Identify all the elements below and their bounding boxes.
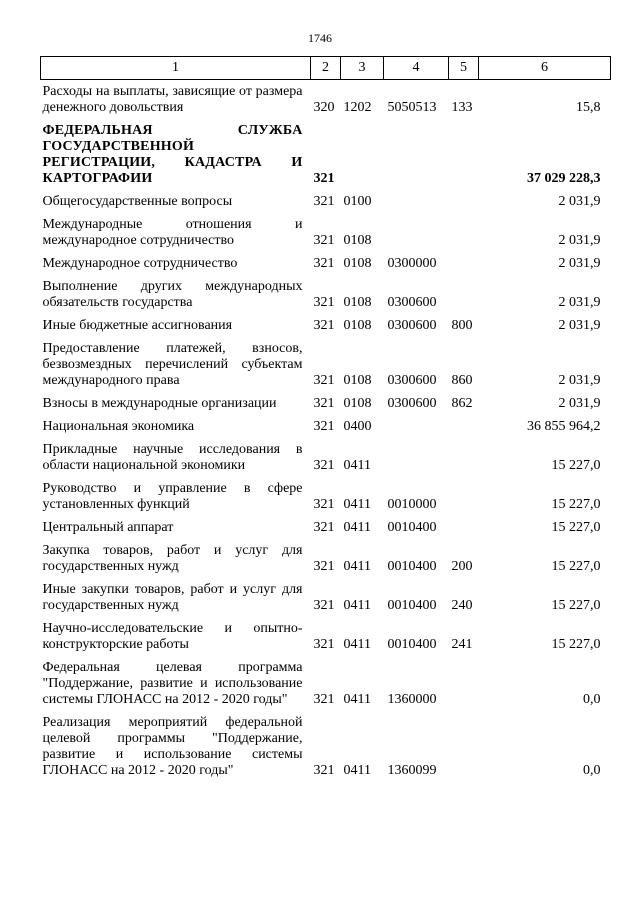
expense-type-cell: 240: [451, 598, 473, 613]
row-name-cell: Реализация мероприятий федеральной целевой программы "Поддержание, развитие и использование системы ГЛОНАСС на 2012 - 2020 годы": [42, 715, 303, 778]
amount-cell: 0,0: [583, 692, 601, 707]
section-code-cell: 0100: [343, 194, 372, 209]
table-row: [41, 272, 611, 311]
section-code-cell: 0411: [343, 520, 371, 535]
row-name-cell: Научно-исследовательские и опытно-конструкторские работы: [42, 621, 303, 652]
target-item-cell: 0010400: [387, 598, 437, 613]
section-code-cell: 0411: [343, 692, 371, 707]
table-row: [41, 80, 611, 117]
ministry-code-cell: 321: [313, 559, 335, 574]
section-code-cell: 0411: [343, 637, 371, 652]
target-item-cell: 0010400: [387, 559, 437, 574]
amount-cell: 15,8: [576, 100, 601, 115]
target-item-cell: [384, 187, 449, 210]
table-row: [41, 513, 611, 536]
target-item-cell: 0300600: [387, 318, 437, 333]
amount-cell: 0,0: [583, 763, 601, 778]
expense-type-cell: 860: [451, 373, 473, 388]
column-header-2: 2: [311, 57, 341, 80]
row-name-cell: Международное сотрудничество: [42, 256, 238, 271]
section-code-cell: 0108: [343, 256, 372, 271]
target-item-cell: 0300600: [387, 396, 437, 411]
expense-type-cell: 241: [451, 637, 473, 652]
table-row: [41, 389, 611, 412]
table-row: [41, 210, 611, 249]
page-number: 1746: [308, 31, 332, 45]
table-row: [41, 575, 611, 614]
table-row: [41, 435, 611, 474]
target-item-cell: 5050513: [387, 100, 437, 115]
row-name-cell: Национальная экономика: [42, 419, 195, 434]
ministry-code-cell: 321: [313, 520, 335, 535]
amount-cell: 15 227,0: [551, 598, 601, 613]
ministry-code-cell: 321: [313, 396, 335, 411]
target-item-cell: 0010400: [387, 520, 437, 535]
ministry-code-cell: 321: [313, 295, 335, 310]
expense-type-cell: [449, 210, 479, 249]
row-name-cell: ФЕДЕРАЛЬНАЯ СЛУЖБА ГОСУДАРСТВЕННОЙ РЕГИСТРАЦИИ, КАДАСТРА И КАРТОГРАФИИ: [42, 123, 303, 186]
table-row: [41, 249, 611, 272]
table-row: [41, 474, 611, 513]
expense-type-cell: [449, 272, 479, 311]
amount-cell: 15 227,0: [551, 497, 601, 512]
amount-cell: 15 227,0: [551, 559, 601, 574]
amount-cell: 2 031,9: [558, 318, 601, 333]
section-code-cell: 0411: [343, 458, 371, 473]
row-name-cell: Центральный аппарат: [42, 520, 174, 535]
table-row: [41, 653, 611, 708]
table-row: [41, 311, 611, 334]
expense-type-cell: 133: [451, 100, 473, 115]
section-code-cell: 0411: [343, 598, 371, 613]
section-code-cell: 0108: [343, 396, 372, 411]
target-item-cell: 1360099: [387, 763, 437, 778]
target-item-cell: 0010400: [387, 637, 437, 652]
expense-type-cell: 200: [451, 559, 473, 574]
section-code-cell: 1202: [343, 100, 372, 115]
row-name-cell: Закупка товаров, работ и услуг для государственных нужд: [42, 543, 303, 574]
table-row: [41, 708, 611, 779]
table-row: [41, 614, 611, 653]
section-code-cell: 0411: [343, 497, 371, 512]
target-item-cell: [384, 435, 449, 474]
target-item-cell: 1360000: [387, 692, 437, 707]
row-name-cell: Предоставление платежей, взносов, безвозмездных перечислений субъектам международного права: [42, 341, 303, 388]
table-row: [41, 536, 611, 575]
row-name-cell: Общегосударственные вопросы: [42, 194, 233, 209]
expense-type-cell: [449, 653, 479, 708]
ministry-code-cell: 321: [313, 419, 335, 434]
ministry-code-cell: 321: [313, 763, 335, 778]
table-row: [41, 334, 611, 389]
section-code-cell: 0411: [343, 763, 371, 778]
ministry-code-cell: 321: [313, 692, 335, 707]
amount-cell: 15 227,0: [551, 520, 601, 535]
target-item-cell: [384, 116, 449, 187]
column-number-header: [41, 57, 611, 80]
target-item-cell: 0010000: [387, 497, 437, 512]
row-name-cell: Иные бюджетные ассигнования: [42, 318, 233, 333]
target-item-cell: 0300000: [387, 256, 437, 271]
row-name-cell: Международные отношения и международное сотрудничество: [42, 217, 303, 248]
ministry-code-cell: 321: [313, 458, 335, 473]
section-code-cell: 0108: [343, 233, 372, 248]
column-header-4: 4: [384, 57, 449, 80]
section-code-cell: [341, 116, 384, 187]
expense-type-cell: [449, 249, 479, 272]
expense-type-cell: 800: [451, 318, 473, 333]
amount-cell: 2 031,9: [558, 396, 601, 411]
row-name-cell: Взносы в международные организации: [42, 396, 277, 411]
expense-type-cell: [449, 474, 479, 513]
budget-table: [40, 56, 611, 779]
column-header-5: 5: [449, 57, 479, 80]
amount-cell: 2 031,9: [558, 233, 601, 248]
ministry-code-cell: 321: [313, 637, 335, 652]
amount-cell: 37 029 228,3: [527, 171, 601, 186]
target-item-cell: [384, 412, 449, 435]
ministry-code-cell: 321: [313, 497, 335, 512]
column-header-6: 6: [479, 57, 611, 80]
row-name-cell: Руководство и управление в сфере установленных функций: [42, 481, 303, 512]
row-name-cell: Иные закупки товаров, работ и услуг для государственных нужд: [42, 582, 303, 613]
expense-type-cell: [449, 116, 479, 187]
target-item-cell: 0300600: [387, 295, 437, 310]
expense-type-cell: [449, 435, 479, 474]
expense-type-cell: [449, 187, 479, 210]
ministry-code-cell: 321: [313, 194, 335, 209]
ministry-code-cell: 320: [313, 100, 335, 115]
amount-cell: 2 031,9: [558, 194, 601, 209]
section-code-cell: 0400: [343, 419, 372, 434]
row-name-cell: Прикладные научные исследования в области национальной экономики: [42, 442, 303, 473]
amount-cell: 2 031,9: [558, 256, 601, 271]
expense-type-cell: [449, 513, 479, 536]
ministry-code-cell: 321: [313, 598, 335, 613]
expense-type-cell: [449, 412, 479, 435]
amount-cell: 2 031,9: [558, 373, 601, 388]
amount-cell: 2 031,9: [558, 295, 601, 310]
ministry-code-cell: 321: [313, 256, 335, 271]
section-code-cell: 0108: [343, 295, 372, 310]
row-name-cell: Расходы на выплаты, зависящие от размера денежного довольствия: [42, 84, 303, 115]
expense-type-cell: [449, 708, 479, 779]
target-item-cell: 0300600: [387, 373, 437, 388]
table-row: [41, 116, 611, 187]
ministry-code-cell: 321: [313, 373, 335, 388]
table-row: [41, 412, 611, 435]
section-code-cell: 0108: [343, 373, 372, 388]
amount-cell: 15 227,0: [551, 637, 601, 652]
ministry-code-cell: 321: [313, 233, 335, 248]
target-item-cell: [384, 210, 449, 249]
ministry-code-cell: 321: [313, 318, 335, 333]
section-code-cell: 0411: [343, 559, 371, 574]
expense-type-cell: 862: [451, 396, 473, 411]
column-header-3: 3: [341, 57, 384, 80]
amount-cell: 36 855 964,2: [527, 419, 601, 434]
ministry-code-cell: 321: [313, 171, 335, 186]
table-row: [41, 187, 611, 210]
row-name-cell: Федеральная целевая программа "Поддержание, развитие и использование системы ГЛОНАСС на 2012 - 2020 годы": [42, 660, 303, 707]
section-code-cell: 0108: [343, 318, 372, 333]
row-name-cell: Выполнение других международных обязательств государства: [42, 279, 303, 310]
column-header-1: 1: [41, 57, 311, 80]
amount-cell: 15 227,0: [551, 458, 601, 473]
